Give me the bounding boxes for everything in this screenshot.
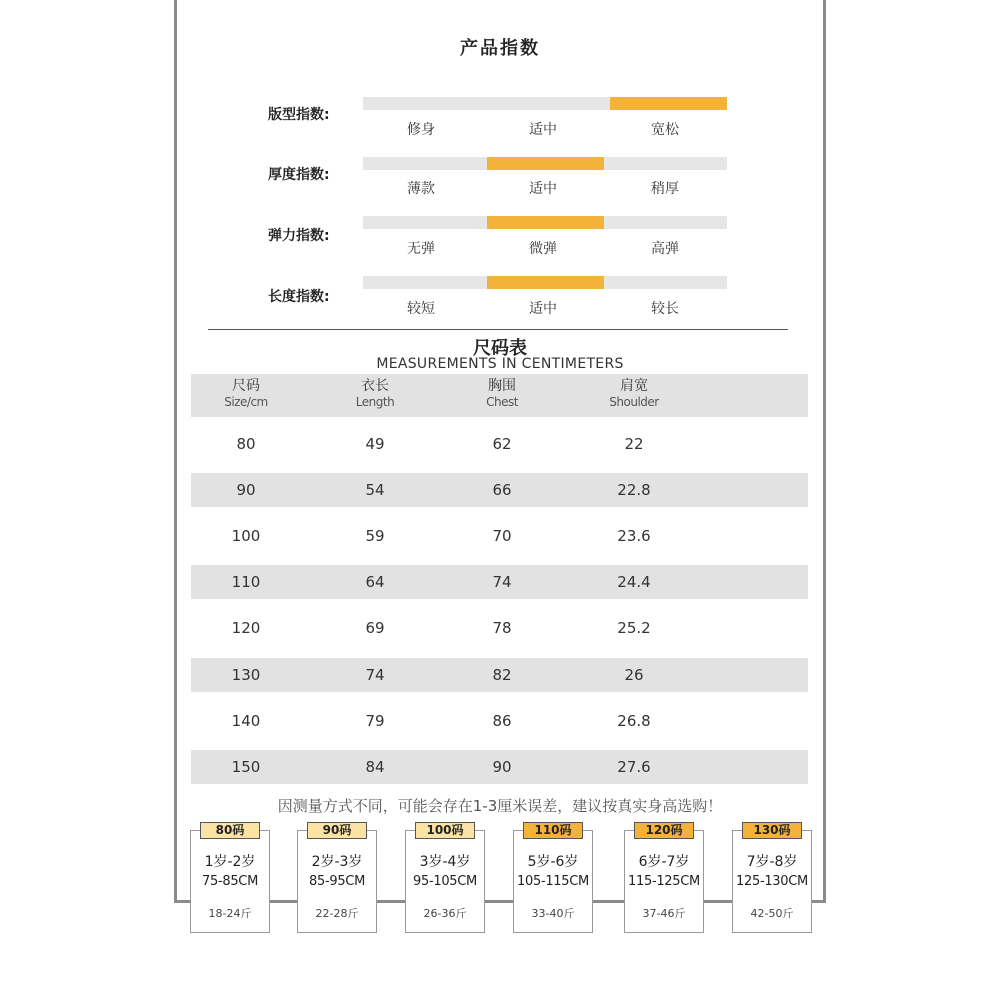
elasticity-option-none: 无弹	[407, 241, 435, 257]
column-header-shoulder	[579, 378, 689, 410]
thickness-option-thin: 薄款	[407, 181, 435, 197]
thickness-index-label: 厚度指数:	[268, 167, 330, 183]
cell-length: 54	[365, 481, 385, 499]
size-card-80	[190, 823, 270, 933]
size-chart-title: 尺码表	[473, 338, 527, 359]
thickness-option-thick: 稍厚	[651, 181, 679, 197]
size-tag: 90码	[307, 822, 367, 839]
weight-range: 18-24斤	[208, 907, 252, 920]
cell-shoulder: 27.6	[617, 758, 651, 776]
height-range: 105-115CM	[517, 874, 589, 889]
weight-range: 33-40斤	[531, 907, 575, 920]
cell-shoulder: 26	[624, 666, 644, 684]
size-card-100	[405, 823, 485, 933]
length-option-long: 较长	[651, 301, 679, 317]
cell-size: 80	[236, 435, 256, 453]
size-tag: 110码	[523, 822, 583, 839]
cell-size: 150	[231, 758, 261, 776]
table-row	[191, 427, 808, 461]
table-row	[191, 519, 808, 553]
height-range: 115-125CM	[628, 874, 700, 889]
table-row	[191, 565, 808, 599]
size-tag: 100码	[415, 822, 475, 839]
elasticity-option-high: 高弹	[651, 241, 679, 257]
fit-index-indicator	[610, 97, 727, 110]
thickness-index-indicator	[487, 157, 604, 170]
length-option-short: 较短	[407, 301, 435, 317]
column-header-chest	[447, 378, 557, 410]
age-range: 1岁-2岁	[204, 854, 256, 870]
size-tag: 80码	[200, 822, 260, 839]
cell-size: 100	[231, 527, 261, 545]
size-tag: 130码	[742, 822, 802, 839]
fit-option-slim: 修身	[407, 122, 435, 138]
size-card-110	[513, 823, 593, 933]
table-row	[191, 473, 808, 507]
age-range: 3岁-4岁	[419, 854, 471, 870]
product-index-title: 产品指数	[460, 38, 540, 59]
fit-option-loose: 宽松	[651, 122, 679, 138]
cell-length: 49	[365, 435, 385, 453]
cell-shoulder: 22	[624, 435, 644, 453]
cell-shoulder: 23.6	[617, 527, 651, 545]
table-row	[191, 750, 808, 784]
cell-length: 59	[365, 527, 385, 545]
column-header-shoulder-en: Shoulder	[609, 395, 659, 409]
table-row	[191, 611, 808, 645]
weight-range: 42-50斤	[750, 907, 794, 920]
column-header-length-zh: 衣长	[361, 378, 389, 394]
length-option-regular: 适中	[529, 301, 557, 317]
cell-size: 110	[231, 573, 261, 591]
elasticity-option-slight: 微弹	[529, 241, 557, 257]
cell-chest: 90	[492, 758, 512, 776]
fit-option-regular: 适中	[529, 122, 557, 138]
cell-length: 79	[365, 712, 385, 730]
cell-size: 120	[231, 619, 261, 637]
size-chart-subtitle: MEASUREMENTS IN CENTIMETERS	[376, 356, 624, 372]
thickness-index-bar	[363, 157, 727, 170]
size-card-120	[624, 823, 704, 933]
age-range: 7岁-8岁	[746, 854, 798, 870]
cell-length: 74	[365, 666, 385, 684]
fit-index-bar	[363, 97, 727, 110]
weight-range: 22-28斤	[315, 907, 359, 920]
table-row	[191, 704, 808, 738]
cell-shoulder: 22.8	[617, 481, 651, 499]
cell-chest: 62	[492, 435, 512, 453]
cell-chest: 66	[492, 481, 512, 499]
column-header-size	[191, 378, 301, 410]
thickness-option-regular: 适中	[529, 181, 557, 197]
height-range: 125-130CM	[736, 874, 808, 889]
length-index-bar	[363, 276, 727, 289]
column-header-length	[320, 378, 430, 410]
size-card-90	[297, 823, 377, 933]
cell-chest: 86	[492, 712, 512, 730]
size-card-130	[732, 823, 812, 933]
cell-size: 130	[231, 666, 261, 684]
elasticity-index-indicator	[487, 216, 604, 229]
cell-size: 90	[236, 481, 256, 499]
column-header-size-en: Size/cm	[224, 395, 268, 409]
height-range: 85-95CM	[309, 874, 365, 889]
cell-chest: 74	[492, 573, 512, 591]
height-range: 75-85CM	[202, 874, 258, 889]
cell-chest: 82	[492, 666, 512, 684]
length-index-label: 长度指数:	[268, 289, 330, 305]
cell-chest: 78	[492, 619, 512, 637]
weight-range: 37-46斤	[642, 907, 686, 920]
cell-length: 64	[365, 573, 385, 591]
size-tag: 120码	[634, 822, 694, 839]
cell-size: 140	[231, 712, 261, 730]
size-table-header	[191, 374, 808, 417]
measurement-note: 因测量方式不同，可能会存在1-3厘米误差，建议按真实身高选购！	[277, 797, 723, 815]
column-header-chest-zh: 胸围	[488, 378, 516, 394]
table-row	[191, 658, 808, 692]
cell-shoulder: 26.8	[617, 712, 651, 730]
cell-shoulder: 25.2	[617, 619, 651, 637]
column-header-shoulder-zh: 肩宽	[620, 378, 648, 394]
weight-range: 26-36斤	[423, 907, 467, 920]
fit-index-label: 版型指数:	[268, 107, 330, 123]
age-range: 5岁-6岁	[527, 854, 579, 870]
elasticity-index-bar	[363, 216, 727, 229]
cell-shoulder: 24.4	[617, 573, 651, 591]
column-header-size-zh: 尺码	[232, 378, 260, 394]
cell-chest: 70	[492, 527, 512, 545]
section-divider	[208, 329, 788, 330]
height-range: 95-105CM	[413, 874, 477, 889]
elasticity-index-label: 弹力指数:	[268, 228, 330, 244]
age-range: 6岁-7岁	[638, 854, 690, 870]
age-range: 2岁-3岁	[311, 854, 363, 870]
length-index-indicator	[487, 276, 604, 289]
cell-length: 84	[365, 758, 385, 776]
column-header-chest-en: Chest	[486, 395, 518, 409]
cell-length: 69	[365, 619, 385, 637]
column-header-length-en: Length	[355, 395, 395, 409]
